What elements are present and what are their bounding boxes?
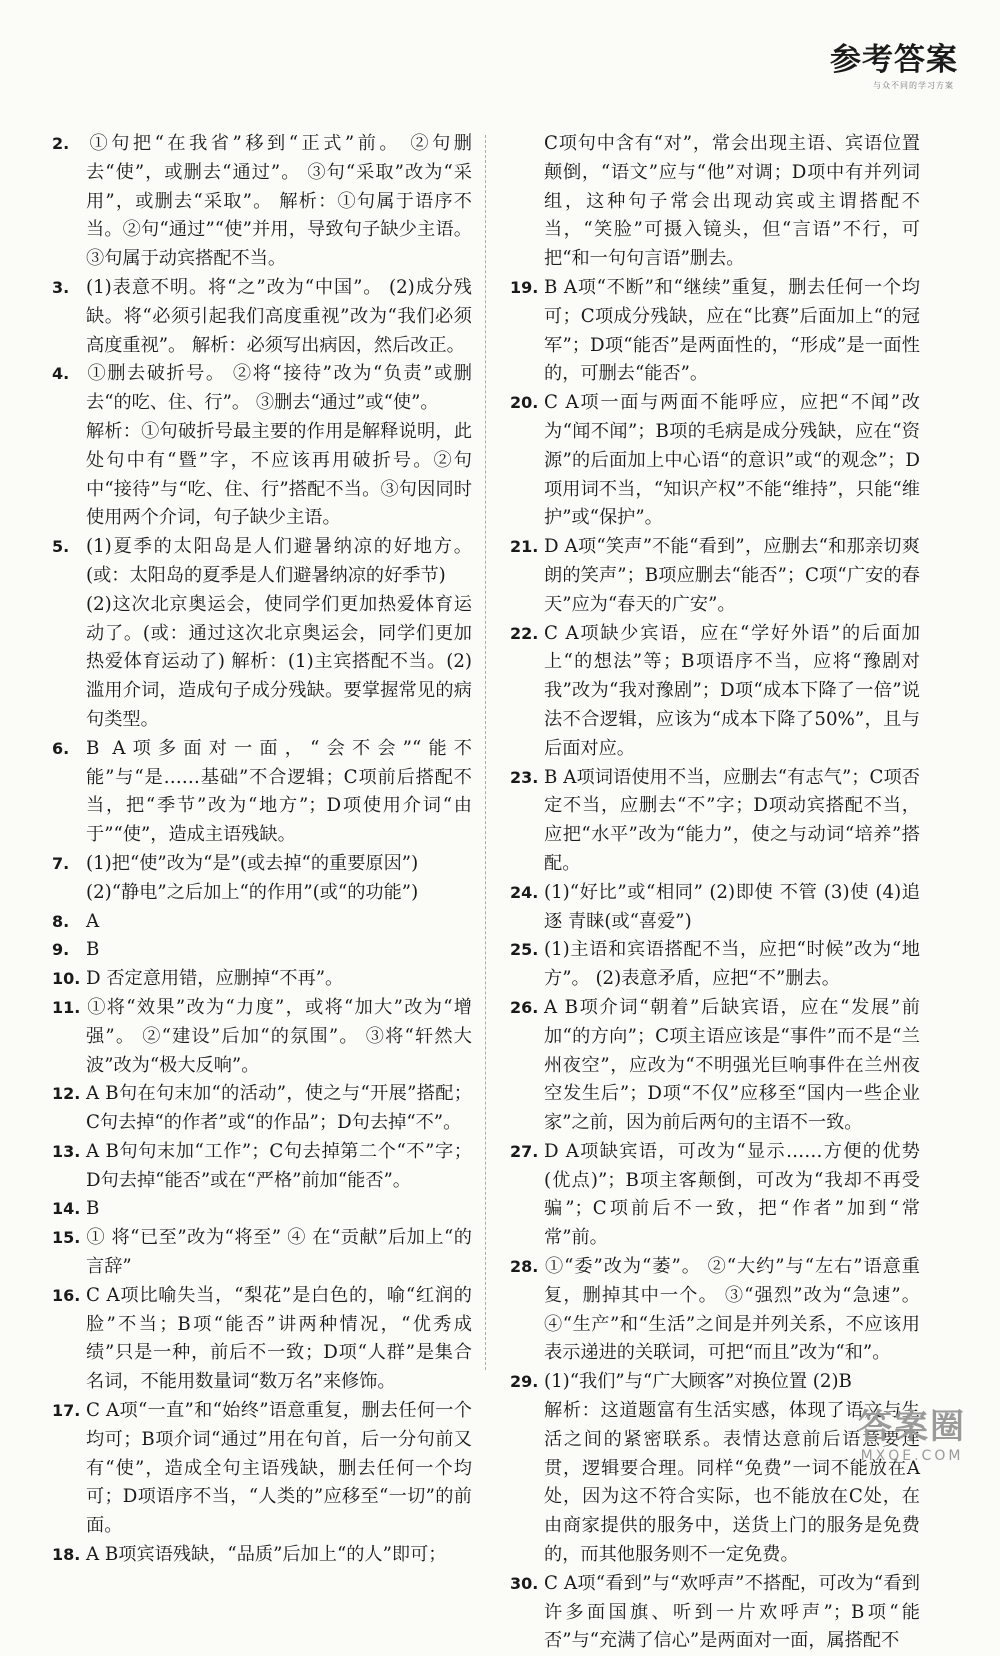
answer-number: 20. <box>510 393 539 413</box>
answer-number: 14. <box>52 1199 81 1219</box>
answer-item <box>52 274 472 360</box>
watermark-url: MXQE.COM <box>860 1448 964 1464</box>
answer-item <box>52 1397 472 1541</box>
answer-item <box>52 1541 472 1570</box>
answer-text: (1)“好比”或“相同” (2)即使 不管 (3)使 (4)追逐 青睐(或“喜爱”) <box>544 881 920 932</box>
answer-item <box>52 1080 472 1138</box>
answer-item <box>52 908 472 937</box>
answer-number: 7. <box>52 853 70 873</box>
answer-continuation: 解析：①句破折号最主要的作用是解释说明，此处句中有“暨”字，不应该再用破折号。②句中“接待”与“吃、住、行”搭配不当。③句因同时使用两个介词，句子缺少主语。 <box>86 420 472 529</box>
answer-text: B A项词语使用不当，应删去“有志气”；C项否定不当，应删去“不”字；D项动宾搭配不当，应把“水平”改为“能力”，使之与动词“培养”搭配。 <box>544 766 920 874</box>
answer-number: 4. <box>52 364 70 384</box>
answer-continuation: (2)“静电”之后加上“的作用”(或“的功能”) <box>86 881 419 903</box>
answer-text: (1)把“使”改为“是”(或去掉“的重要原因”) <box>86 852 419 874</box>
answer-text: ①删去破折号。 ②将“接待”改为“负责”或删去“的吃、住、行”。 ③删去“通过”或“使”。 <box>86 363 472 414</box>
answer-item <box>510 1570 920 1656</box>
answer-item <box>510 879 920 937</box>
answer-text: C项句中含有“对”，常会出现主语、宾语位置颠倒，“语文”应与“他”对调；D项中有并列词组，这种句子常会出现动宾或主谓搭配不当，“笑脸”可摄入镜头，但“言语”不行，可把“和一句句言语”删去。 <box>544 133 920 270</box>
watermark-logo <box>838 1407 986 1471</box>
answer-item <box>52 735 472 850</box>
answer-item <box>52 1138 472 1196</box>
answer-item <box>510 130 920 274</box>
answer-text: A B句在句末加“的活动”，使之与“开展”搭配；C句去掉“的作者”或“的作品”；D句去掉“不”。 <box>86 1083 472 1134</box>
answer-text: B <box>86 1198 100 1220</box>
answer-number: 6. <box>52 738 70 758</box>
answer-text: A B项宾语残缺，“品质”后加上“的人”即可； <box>86 1544 447 1566</box>
answer-number: 27. <box>510 1141 539 1161</box>
answer-number: 3. <box>52 277 70 297</box>
answer-item <box>52 936 472 965</box>
answer-text: C A项比喻失当，“梨花”是白色的，喻“红润的脸”不当；B项“能否”讲两种情况，“优秀成绩”只是一种，前后不一致；D项“人群”是集合名词，不能用数量词“数万名”来修饰。 <box>86 1284 472 1393</box>
answer-item <box>510 764 920 879</box>
answer-text: ①句把“在我省”移到“正式”前。 ②句删去“使”，或删去“通过”。 ③句“采取”改为“采用”，或删去“采取”。 解析：①句属于语序不当。②句“通过”“使”并用，导致句子缺少主语。③句属于动宾搭配不当。 <box>86 133 472 270</box>
answer-number: 29. <box>510 1372 539 1392</box>
answer-text: D A项缺宾语，可改为“显示……方便的优势(优点)”；B项主客颠倒，可改为“我却不再受骗”；C项前后不一致，把“作者”加到“常常”前。 <box>544 1140 920 1249</box>
page-title: 参考答案 <box>830 42 958 78</box>
answer-item <box>52 850 472 879</box>
answer-number: 17. <box>52 1401 81 1421</box>
answer-text: C A项一面与两面不能呼应，应把“不闻”改为“闻不闻”；B项的毛病是成分残缺，应在“资源”的后面加上中心语“的意识”或“的观念”；D项用词不当，“知识产权”不能“维持”，只能“维护”或“保护”。 <box>544 392 920 529</box>
column-divider <box>485 135 486 1370</box>
answer-item <box>52 1282 472 1397</box>
answer-text: C A项“一直”和“始终”语意重复，删去任何一个均可；B项介词“通过”用在句首，后一分句前又有“使”，造成全句主语残缺，删去任何一个均可；D项语序不当，“人类的”应移至“一切”的前面。 <box>86 1400 472 1537</box>
answer-text: D 否定意用错，应删掉“不再”。 <box>86 968 344 990</box>
answer-number: 18. <box>52 1545 81 1565</box>
answer-column-left <box>52 130 472 1570</box>
answer-text: A B句句末加“工作”；C句去掉第二个“不”字；D句去掉“能否”或在“严格”前加“能否”。 <box>86 1140 472 1191</box>
answer-item <box>510 994 920 1138</box>
answer-number: 16. <box>52 1285 81 1305</box>
answer-item <box>52 533 472 591</box>
answer-number: 10. <box>52 969 81 989</box>
answer-item <box>52 360 472 418</box>
answer-text: (1)主语和宾语搭配不当，应把“时候”改为“地方”。 (2)表意矛盾，应把“不”删去。 <box>544 939 920 990</box>
answer-continuation: (2)这次北京奥运会，使同学们更加热爱体育运动了。(或：通过这次北京奥运会，同学们更加热爱体育运动了) 解析：(1)主宾搭配不当。(2)滥用介词，造成句子成分残缺。要掌握常见的病句类型。 <box>86 593 472 730</box>
answer-text: B <box>86 939 100 961</box>
answer-number: 5. <box>52 537 70 557</box>
answer-item <box>510 1138 920 1253</box>
answer-number: 26. <box>510 997 539 1017</box>
answer-number: 12. <box>52 1084 81 1104</box>
answer-text: D A项“笑声”不能“看到”，应删去“和那亲切爽朗的笑声”；B项应删去“能否”；C项“广安的春天”应为“春天的广安”。 <box>544 536 920 615</box>
answer-item <box>52 965 472 994</box>
answer-text: (1)夏季的太阳岛是人们避暑纳凉的好地方。(或：太阳岛的夏季是人们避暑纳凉的好季节) <box>86 536 472 586</box>
answer-item <box>510 936 920 994</box>
answer-number: 21. <box>510 537 539 557</box>
answer-text: C A项“看到”与“欢呼声”不搭配，可改为“看到许多面国旗、听到一片欢呼声”；B项“能否”与“充满了信心”是两面对一面，属搭配不 <box>544 1572 920 1652</box>
answer-text: B A项“不断”和“继续”重复，删去任何一个均可；C项成分残缺，应在“比赛”后面加上“的冠军”；D项“能否”是两面性的，“形成”是一面性的，可删去“能否”。 <box>544 276 920 385</box>
answer-item <box>52 1195 472 1224</box>
answer-item <box>510 620 920 764</box>
answer-text: (1)表意不明。将“之”改为“中国”。 (2)成分残缺。将“必须引起我们高度重视”改为“我们必须高度重视”。 解析：必须写出病因，然后改正。 <box>86 276 472 356</box>
answer-number: 13. <box>52 1141 81 1161</box>
answer-item <box>52 130 472 274</box>
answer-item <box>510 533 920 619</box>
answer-text: B A项多面对一面，“会不会”“能不能”与“是……基础”不合逻辑；C项前后搭配不当，把“季节”改为“地方”；D项使用介词“由于”“使”，造成主语残缺。 <box>86 737 472 846</box>
answer-number: 8. <box>52 911 70 931</box>
answer-text: (1)“我们”与“广大顾客”对换位置 (2)B <box>544 1371 852 1393</box>
answer-number: 25. <box>510 940 539 960</box>
answer-text: ① 将“已至”改为“将至” ④ 在“贡献”后加上“的言辞” <box>86 1227 472 1278</box>
answer-item <box>52 994 472 1080</box>
answer-number: 23. <box>510 767 539 787</box>
answer-text: C A项缺少宾语，应在“学好外语”的后面加上“的想法”等；B项语序不当，应将“豫剧对我”改为“我对豫剧”；D项“成本下降了一倍”说法不合逻辑，应该为“成本下降了50%”，且与后面对应。 <box>544 622 920 759</box>
answer-item <box>52 1224 472 1282</box>
answer-number: 19. <box>510 277 539 297</box>
answer-item <box>510 1368 920 1397</box>
answer-number: 22. <box>510 623 539 643</box>
answer-number: 24. <box>510 882 539 902</box>
answer-number: 2. <box>52 134 70 153</box>
answer-text: A <box>86 910 100 932</box>
answer-number: 11. <box>52 997 81 1017</box>
answer-text: A B项介词“朝着”后缺宾语，应在“发展”前加“的方向”；C项主语应该是“事件”而不是“兰州夜空”，应改为“不明强光巨响事件在兰州夜空发生后”；D项“不仅”应移至“国内一些企业家”之前，因为前后两句的主语不一致。 <box>544 996 920 1134</box>
answer-item <box>510 1253 920 1368</box>
answer-item <box>510 389 920 533</box>
watermark-logo-text: 答案圈 <box>858 1407 966 1447</box>
answer-item <box>510 274 920 389</box>
answer-number: 15. <box>52 1228 81 1248</box>
page-subtitle: 与众不同的学习方案 <box>873 81 954 90</box>
answer-number: 30. <box>510 1573 539 1593</box>
answer-number: 28. <box>510 1257 539 1277</box>
answer-text: ①将“效果”改为“力度”，或将“加大”改为“增强”。 ②“建设”后加“的氛围”。 ③将“轩然大波”改为“极大反响”。 <box>86 996 472 1076</box>
answer-number: 9. <box>52 940 70 960</box>
answer-text: ①“委”改为“萎”。 ②“大约”与“左右”语意重复，删掉其中一个。 ③“强烈”改为“急速”。 ④“生产”和“生活”之间是并列关系，不应该用表示递进的关联词，可把“而且”改为“和”。 <box>544 1256 920 1364</box>
answer-continuation: 解析：这道题富有生活实感，体现了语文与生活之间的紧密联系。表情达意前后语意要连贯，逻辑要合理。同样“免费”一词不能放在A处，因为这不符合实际，也不能放在C处，在由商家提供的服务中，送货上门的服务是免费的，而其他服务则不一定免费。 <box>544 1400 920 1566</box>
